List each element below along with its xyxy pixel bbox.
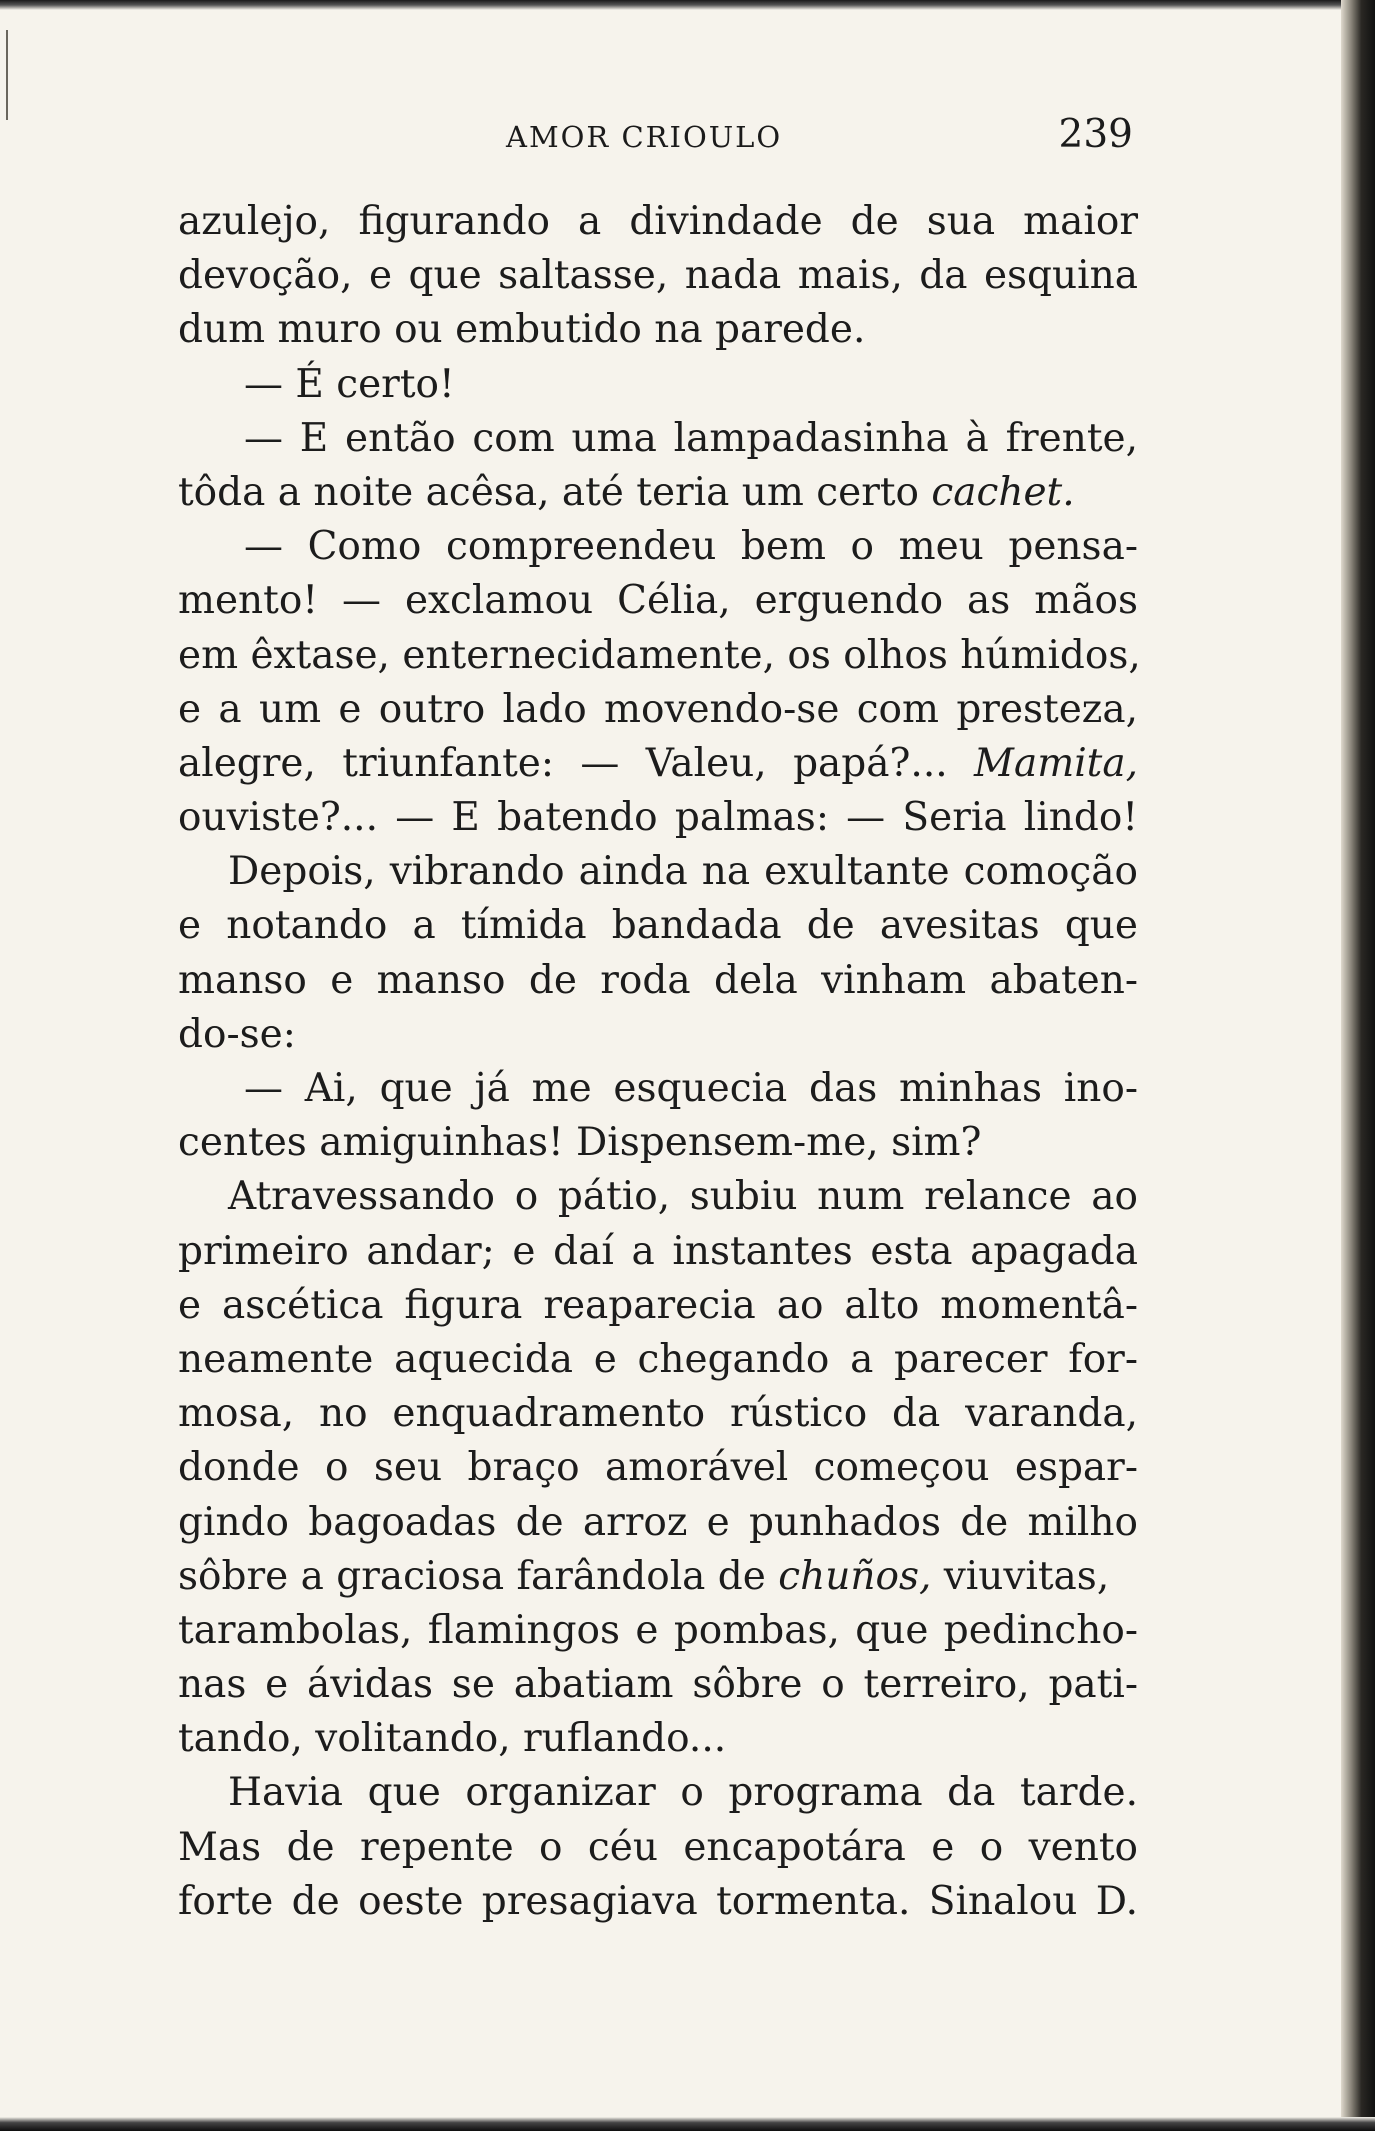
book-binding-edge xyxy=(1341,0,1375,2131)
text-line: nas e ávidas se abatiam sôbre o terreiro, pati- xyxy=(178,1662,1138,1708)
text-line: azulejo, figurando a divindade de sua maior xyxy=(178,199,1138,244)
text-line: — Como compreendeu bem o meu pensa- xyxy=(244,524,1138,570)
text-line: tando, volitando, ruflando... xyxy=(178,1716,727,1762)
text-line: — E então com uma lampadasinha à frente, xyxy=(244,415,1138,461)
text-line: mento! — exclamou Célia, erguendo as mãos xyxy=(178,578,1138,624)
italic-word: Mamita, xyxy=(974,740,1138,786)
text-segment: alegre, triunfante: — Valeu, papá?... xyxy=(178,740,975,786)
text-line: forte de oeste presagiava tormenta. Sinalou D. xyxy=(178,1878,1138,1924)
text-line: do-se: xyxy=(178,1011,296,1057)
scan-top-edge xyxy=(0,0,1375,10)
text-line: tarambolas, flamingos e pombas, que pedincho- xyxy=(178,1607,1138,1653)
text-line: e notando a tímida bandada de avesitas que xyxy=(178,903,1138,949)
text-line xyxy=(178,1550,1138,1604)
text-line xyxy=(178,737,1138,791)
text-line: e ascética figura reaparecia ao alto momentâ- xyxy=(178,1282,1138,1328)
page-number: 239 xyxy=(1058,112,1133,157)
text-line: Depois, vibrando ainda na exultante comoção xyxy=(228,849,1138,895)
text-line: neamente aquecida e chegando a parecer for- xyxy=(178,1336,1138,1382)
text-line: centes amiguinhas! Dispensem-me, sim? xyxy=(178,1120,982,1166)
scan-bottom-edge xyxy=(0,2117,1375,2131)
text-segment: tôda a noite acêsa, até teria um certo xyxy=(178,469,932,515)
text-line: Havia que organizar o programa da tarde. xyxy=(228,1770,1138,1816)
text-line: em êxtase, enternecidamente, os olhos húmidos, xyxy=(178,632,1141,678)
text-line: — Ai, que já me esquecia das minhas ino- xyxy=(244,1066,1138,1111)
text-line: dum muro ou embutido na parede. xyxy=(178,307,866,353)
running-title: AMOR CRIOULO xyxy=(506,120,783,154)
text-line: gindo bagoadas de arroz e punhados de milho xyxy=(178,1499,1138,1545)
text-line xyxy=(178,466,1138,520)
text-line: primeiro andar; e daí a instantes esta apagada xyxy=(178,1228,1138,1274)
scan-left-mark xyxy=(6,30,8,120)
text-line: donde o seu braço amorável começou espar- xyxy=(178,1445,1138,1491)
text-line: e a um e outro lado movendo-se com presteza, xyxy=(178,686,1138,732)
text-line: Mas de repente o céu encapotára e o vento xyxy=(178,1824,1138,1870)
text-segment: sôbre a graciosa farândola de xyxy=(178,1553,779,1599)
text-line: manso e manso de roda dela vinham abaten- xyxy=(178,957,1138,1003)
italic-word: chuños, xyxy=(778,1553,932,1599)
text-line: mosa, no enquadramento rústico da varanda, xyxy=(178,1391,1138,1437)
page-header xyxy=(178,108,1143,158)
body-text xyxy=(178,195,1141,1929)
text-line: — É certo! xyxy=(244,361,455,407)
text-segment: viuvitas, xyxy=(931,1553,1110,1599)
italic-word: cachet. xyxy=(931,469,1075,515)
text-line: ouviste?... — E batendo palmas: — Seria lindo! xyxy=(178,795,1138,841)
text-line: Atravessando o pátio, subiu num relance ao xyxy=(228,1174,1138,1220)
text-line: devoção, e que saltasse, nada mais, da esquina xyxy=(178,253,1138,299)
